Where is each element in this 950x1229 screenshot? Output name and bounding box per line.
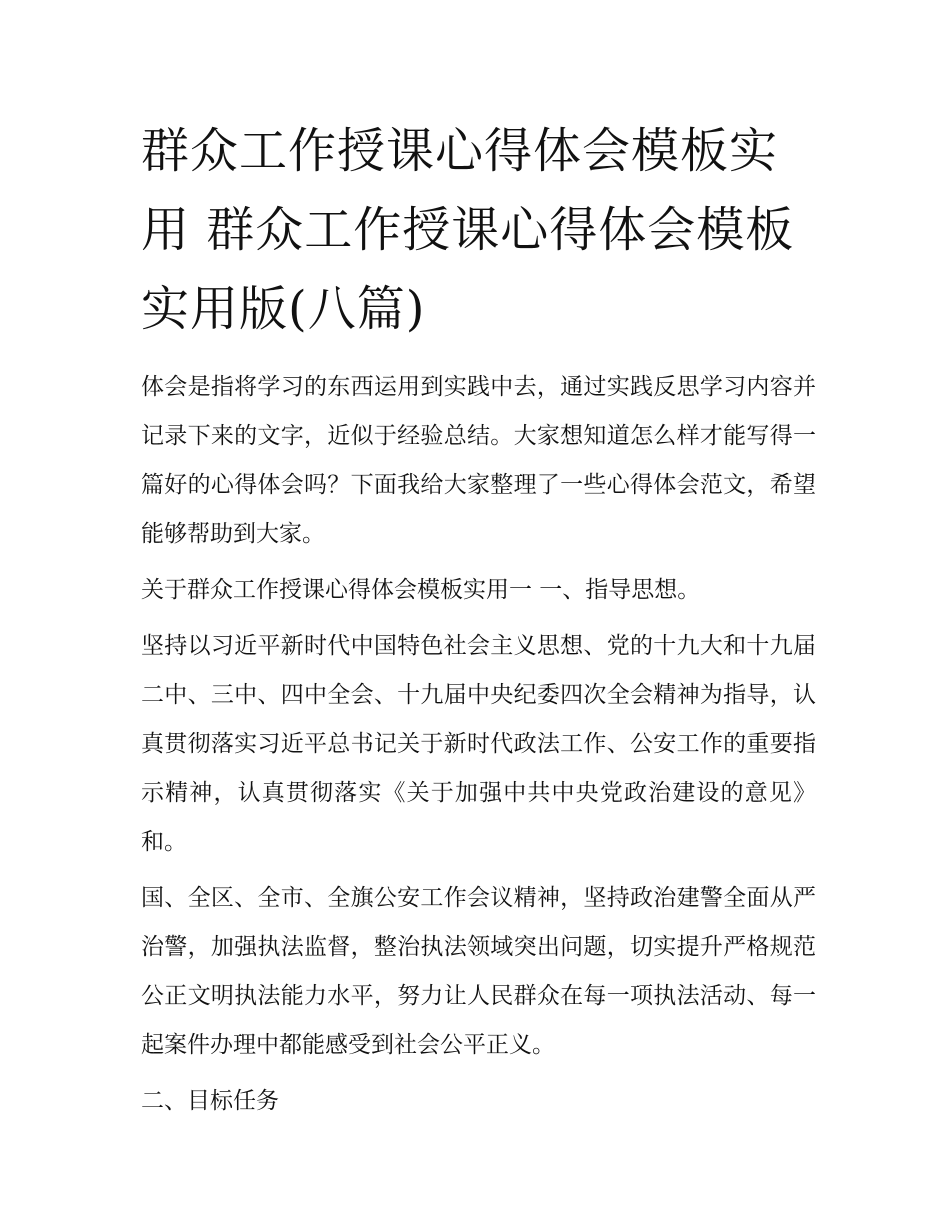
document-body <box>141 112 816 1133</box>
public-security-paragraph: 国、全区、全市、全旗公安工作会议精神，坚持政治建警全面从严治警，加强执法监督，整治执法领域突出问题，切实提升严格规范公正文明执法能力水平，努力让人民群众在每一项执法活动、每一起案件办理中都能感受到社会公平正义。 <box>141 885 816 1058</box>
intro-paragraph: 体会是指将学习的东西运用到实践中去，通过实践反思学习内容并记录下来的文字，近似于经验总结。大家想知道怎么样才能写得一篇好的心得体会吗？下面我给大家整理了一些心得体会范文，希望能够帮助到大家。 <box>141 374 816 547</box>
document-title: 群众工作授课心得体会模板实用 群众工作授课心得体会模板实用版(八篇) <box>141 123 795 337</box>
section-heading-guiding-ideology: 关于群众工作授课心得体会模板实用一 一、指导思想。 <box>141 577 701 603</box>
section-heading-goals-tasks: 二、目标任务 <box>141 1088 279 1114</box>
guiding-ideology-paragraph: 坚持以习近平新时代中国特色社会主义思想、党的十九大和十九届二中、三中、四中全会、十九届中央纪委四次全会精神为指导，认真贯彻落实习近平总书记关于新时代政法工作、公安工作的重要指示精神，认真贯彻落实《关于加强中共中央党政治建设的意见》和。 <box>141 633 816 855</box>
